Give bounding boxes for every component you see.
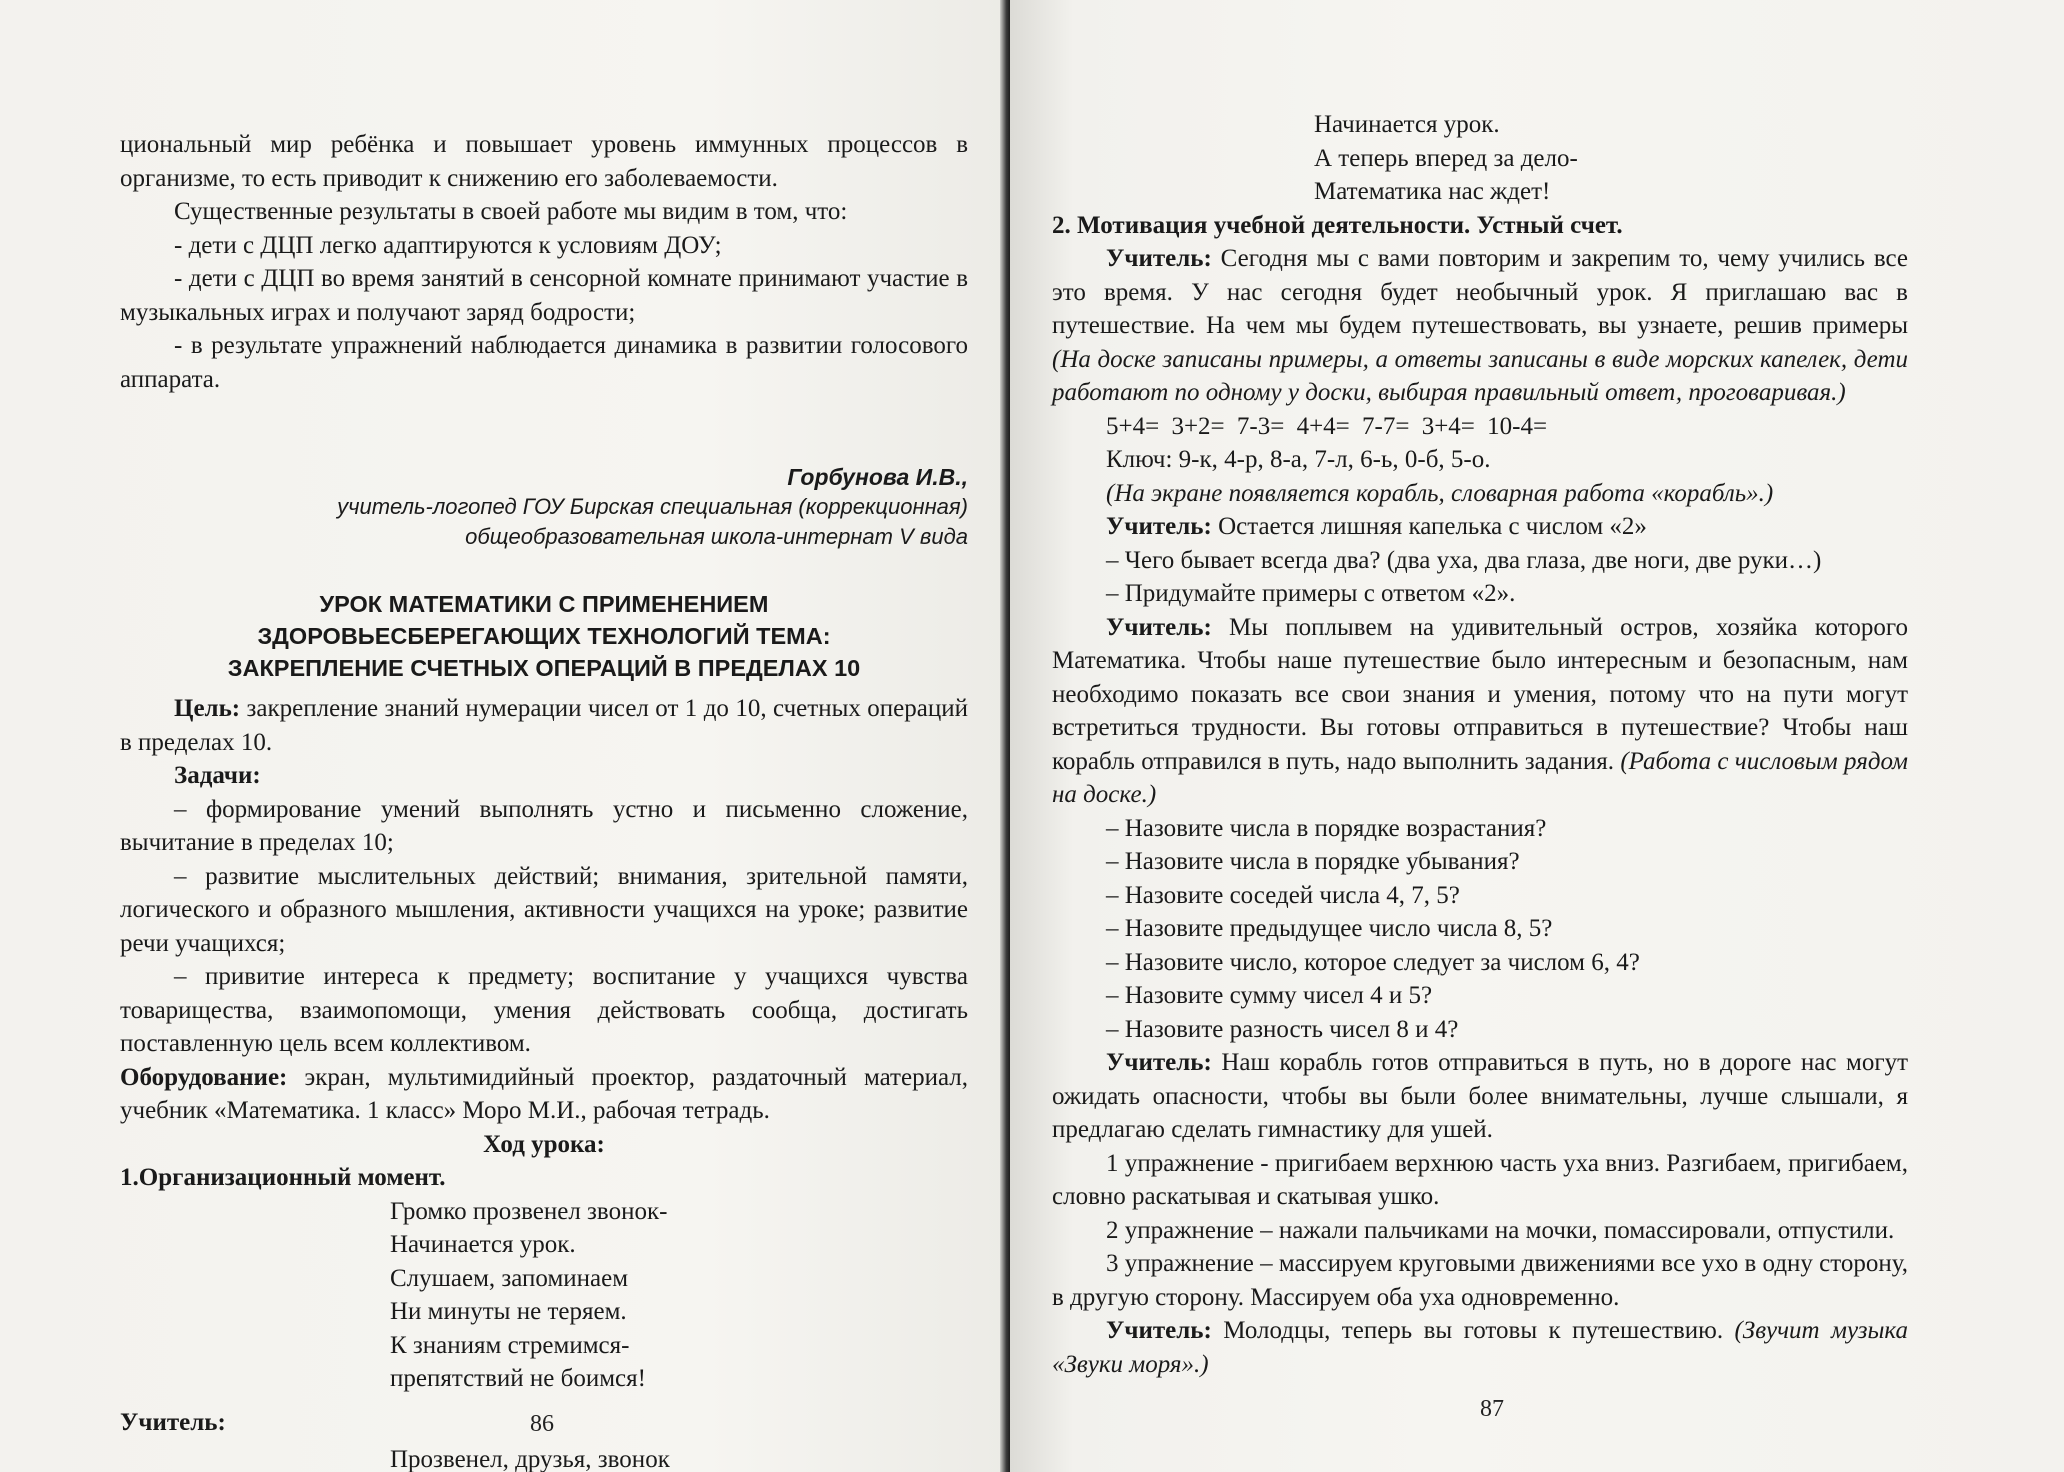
poem-line: Прозвенел, друзья, звонок — [390, 1446, 670, 1472]
left-page — [0, 0, 1010, 1472]
title-line: ЗДОРОВЬЕСБЕРЕГАЮЩИХ ТЕХНОЛОГИЙ ТЕМА: — [257, 623, 831, 649]
poem-line: Математика нас ждет! — [1314, 178, 1551, 205]
teacher-text: Сегодня мы с вами повторим и закрепим то, чему учились все это время. У нас сегодня будет необычный урок. Я приглашаю вас в путешествие. На чем мы будем путешествовать, вы узнаете, решив примеры — [1052, 245, 1908, 339]
teacher-text: Наш корабль готов отправиться в путь, но в дороге нас могут ожидать опасности, чтобы вы были более внимательны, лучше слышали, я предлагаю сделать гимнастику для ушей. — [1052, 1049, 1908, 1143]
teacher-note: (На доске записаны примеры, а ответы записаны в виде морских капелек, дети работают по одному у доски, выбирая правильный ответ, проговаривая.) — [1052, 345, 1908, 406]
teacher-text: Остается лишняя капелька с числом «2» — [1211, 513, 1647, 540]
page-number: 87 — [1480, 1396, 1504, 1422]
equipment-text: экран, мультимидийный проектор, раздаточный материал, учебник «Математика. 1 класс» Моро М.И., рабочая тетрадь. — [120, 1063, 968, 1124]
poem — [390, 1195, 968, 1396]
question-item: – Назовите сумму чисел 4 и 5? — [1106, 982, 1433, 1009]
poem — [1314, 108, 1908, 209]
exercise-item: 3 упражнение – массируем круговыми движениями все ухо в одну сторону, в другую сторону. Массируем оба уха одновременно. — [1052, 1250, 1909, 1311]
screen-note: (На экране появляется корабль, словарная работа «корабль».) — [1106, 479, 1774, 507]
teacher-note: (Звучит музыка «Звуки моря».) — [1052, 1317, 1908, 1378]
teacher-note: (Работа с числовым рядом на доске.) — [1052, 747, 1908, 808]
poem-line: А теперь вперед за дело- — [1314, 144, 1578, 172]
teacher-paragraph — [1052, 1046, 1908, 1147]
page-number: 86 — [530, 1411, 554, 1437]
title-line: ЗАКРЕПЛЕНИЕ СЧЕТНЫХ ОПЕРАЦИЙ В ПРЕДЕЛАХ 10 — [227, 655, 861, 681]
section-1-heading: 1.Организационный момент. — [120, 1164, 446, 1191]
result-item: - в результате упражнений наблюдается динамика в развитии голосового аппарата. — [120, 332, 968, 393]
title-line: УРОК МАТЕМАТИКИ С ПРИМЕНЕНИЕМ — [319, 591, 769, 617]
poem-line: препятствий не боимся! — [390, 1365, 646, 1392]
author-name: Горбунова И.В., — [787, 464, 968, 490]
question-item: – Назовите числа в порядке убывания? — [1106, 848, 1520, 875]
teacher-label: Учитель: — [1106, 1317, 1212, 1344]
question-item: – Придумайте примеры с ответом «2». — [1106, 580, 1516, 607]
left-page-text — [120, 128, 968, 1472]
author-position: учитель-логопед ГОУ Бирская специальная (коррекционная) — [337, 494, 968, 519]
equipment-paragraph — [120, 1061, 968, 1128]
right-page-text — [1052, 108, 1908, 1381]
teacher-label: Учитель: — [1106, 1049, 1212, 1076]
question-item: – Назовите предыдущее число числа 8, 5? — [1106, 915, 1553, 942]
teacher-text: Молодцы, теперь вы готовы к путешествию. — [1211, 1317, 1735, 1344]
poem-line: Слушаем, запоминаем — [390, 1264, 629, 1292]
teacher-paragraph — [1052, 1314, 1908, 1381]
intro-paragraph: циональный мир ребёнка и повышает уровень иммунных процессов в организме, то есть приводит к снижению его заболеваемости. — [120, 131, 968, 192]
goal-text: закрепление знаний нумерации чисел от 1 до 10, счетных операций в пределах 10. — [120, 695, 968, 756]
exercise-item: 2 упражнение – нажали пальчиками на мочки, помассировали, отпустили. — [1106, 1216, 1895, 1244]
teacher-paragraph — [1052, 611, 1908, 812]
question-item: – Назовите числа в порядке возрастания? — [1106, 814, 1547, 842]
question-item: – Назовите соседей числа 4, 7, 5? — [1106, 881, 1460, 909]
exercise-item: 1 упражнение - пригибаем верхнюю часть уха вниз. Разгибаем, пригибаем, словно раскатывая и скатывая ушко. — [1052, 1149, 1908, 1210]
teacher-paragraph — [1052, 242, 1908, 410]
answer-key: Ключ: 9-к, 4-р, 8-а, 7-л, 6-ь, 0-б, 5-о. — [1106, 446, 1491, 473]
poem-line: К знаниям стремимся- — [390, 1331, 630, 1359]
section-2-heading: 2. Мотивация учебной деятельности. Устный счет. — [1052, 211, 1623, 239]
right-page — [1010, 0, 2064, 1472]
author-school: общеобразовательная школа-интернат V вида — [465, 524, 968, 549]
tasks-label: Задачи: — [174, 762, 261, 789]
result-item: - дети с ДЦП легко адаптируются к условиям ДОУ; — [174, 231, 722, 259]
goal-label: Цель: — [174, 695, 241, 722]
question-item: – Назовите разность чисел 8 и 4? — [1106, 1015, 1459, 1043]
teacher-label: Учитель: — [1106, 513, 1212, 540]
teacher-paragraph — [1052, 510, 1908, 544]
goal-paragraph — [120, 692, 968, 759]
math-examples: 5+4= 3+2= 7-3= 4+4= 7-7= 3+4= 10-4= — [1106, 412, 1548, 440]
results-lead: Существенные результаты в своей работе мы видим в том, что: — [174, 198, 848, 225]
question-item: – Чего бывает всегда два? (два уха, два глаза, две ноги, две руки…) — [1106, 546, 1822, 574]
teacher-label: Учитель: — [120, 1408, 226, 1436]
equipment-label: Оборудование: — [120, 1063, 288, 1091]
lesson-course-heading: Ход урока: — [483, 1130, 605, 1158]
poem-line: Начинается урок. — [390, 1231, 576, 1258]
poem-line: Громко прозвенел звонок- — [390, 1197, 668, 1225]
poem-line: Ни минуты не теряем. — [390, 1298, 627, 1325]
result-item: - дети с ДЦП во время занятий в сенсорной комнате принимают участие в музыкальных играх и получают заряд бодрости; — [120, 265, 968, 326]
author-block — [120, 462, 968, 552]
teacher-text: Мы поплывем на удивительный остров, хозяйка которого Математика. Чтобы наше путешествие было интересным и безопасным, нам необходимо показать все свои знания и умения, потому что на пути могут встретиться трудности. Вы готовы отправиться в путешествие? Чтобы наш корабль отправился в путь, надо выполнить задания. — [1052, 613, 1908, 775]
poem-line: Начинается урок. — [1314, 111, 1500, 138]
question-item: – Назовите число, которое следует за числом 6, 4? — [1106, 948, 1640, 976]
task-item: – привитие интереса к предмету; воспитание у учащихся чувства товарищества, взаимопомощи, умения действовать сообща, достигать поставленную цель всем коллективом. — [120, 963, 968, 1057]
teacher-label: Учитель: — [1106, 613, 1212, 641]
task-item: – развитие мыслительных действий; внимания, зрительной памяти, логического и образного мышления, активности учащихся на уроке; развитие речи учащихся; — [120, 862, 968, 957]
task-item: – формирование умений выполнять устно и письменно сложение, вычитание в пределах 10; — [120, 795, 968, 856]
teacher-label: Учитель: — [1106, 245, 1212, 272]
article-title — [120, 588, 968, 684]
